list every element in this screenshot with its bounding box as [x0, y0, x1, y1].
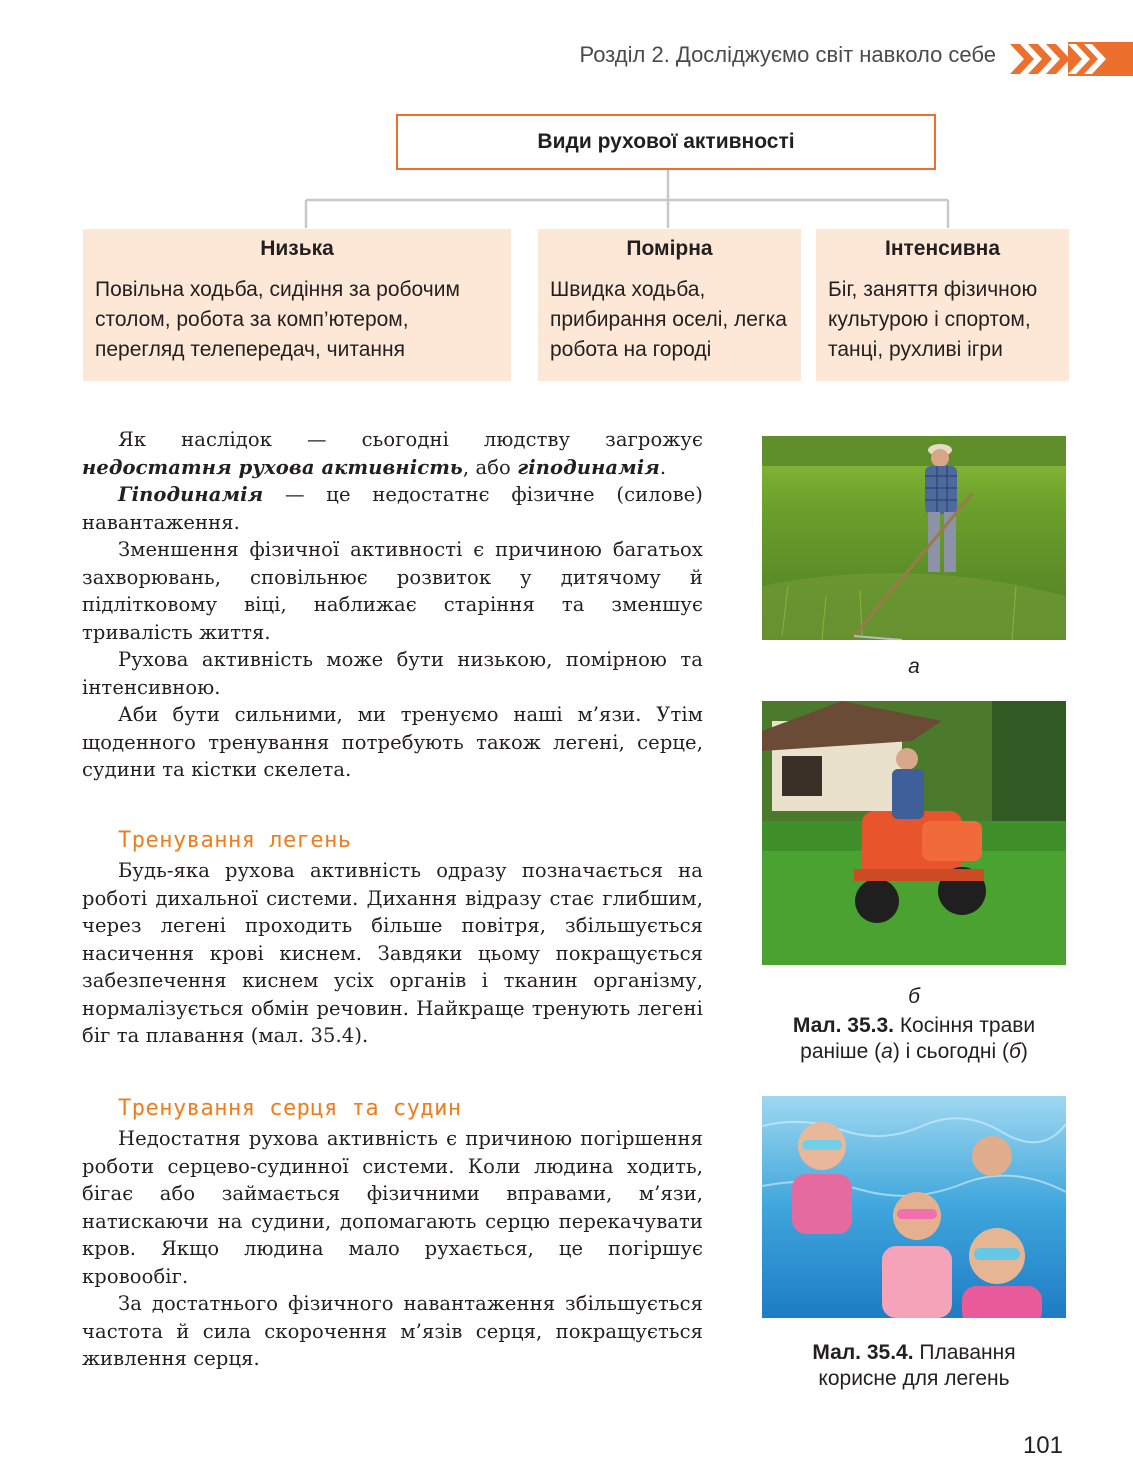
paragraph-heart-load: За достатнього фізичного навантаження збільшується частота й сила скорочення м’язів серця, покращується живлення серця.: [82, 1292, 703, 1370]
heart-section: [82, 1096, 703, 1373]
label-a-text: а: [908, 655, 920, 678]
activity-low-box: [83, 229, 511, 381]
caption-fig-35-4-number: Мал. 35.4.: [812, 1341, 914, 1364]
photo-swimming: [762, 1096, 1066, 1318]
paragraph-training: Аби бути сильними, ми тренуємо наші м’язи. Утім щоденного тренування потребують також легені, серце, судини та кістки скелета.: [82, 703, 703, 781]
label-b-text: б: [908, 985, 920, 1008]
caption-text: б: [1009, 1040, 1021, 1063]
caption-text: Косіння трави: [893, 1014, 1036, 1037]
diagram-connectors: [0, 170, 1133, 230]
paragraph-activity-levels: Рухова активність може бути низькою, помірною та інтенсивною.: [82, 648, 703, 699]
heading-heart: Тренування серця та судин: [118, 1096, 462, 1121]
paragraph-decrease: Зменшення фізичної активності є причиною багатьох захворювань, сповільнює розвиток у дитячому й підлітковому віці, наближає старіння та зменшує тривалість життя.: [82, 538, 703, 644]
text-span: .: [659, 455, 667, 479]
text-span: , або: [462, 455, 518, 479]
diagram-title-box: [396, 114, 936, 170]
caption-text: ): [1020, 1040, 1028, 1063]
term-hypodynamia: гіподинамія: [517, 455, 660, 479]
chevron-arrows-icon: [1010, 42, 1133, 76]
activity-moderate-heading: Помірна: [626, 237, 713, 260]
activity-moderate-description: Швидка ходьба, прибирання оселі, легка робота на городі: [550, 278, 787, 361]
caption-text: корисне для легень: [818, 1367, 1010, 1390]
page-number: 101: [1022, 1432, 1063, 1459]
paragraph-lungs: Будь-яка рухова активність одразу позначається на роботі дихальної системи. Дихання відразу стає глибшим, через легені проходить більше повітря, збільшується насичення крові киснем. Завдяки цьому покращується забезпечення киснем усіх органів і тканин організму, нормалізується обмін речовин. Найкраще тренують легені біг та плавання (мал. 35.4).: [82, 859, 703, 1047]
figure-label-b: [762, 984, 1066, 1010]
paragraph-consequence: [82, 426, 703, 481]
activity-intensive-description: Біг, заняття фізичною культурою і спортом, танці, рухливі ігри: [828, 278, 1038, 361]
caption-fig-35-3: [762, 1013, 1066, 1065]
figure-label-a: [762, 654, 1066, 680]
intro-text: [82, 426, 703, 784]
running-title: Розділ 2. Досліджуємо світ навколо себе: [579, 42, 996, 67]
caption-text: Плавання: [913, 1341, 1016, 1364]
caption-text: ) і сьогодні (: [892, 1040, 1010, 1063]
activity-low-description: Повільна ходьба, сидіння за робочим столом, робота за комп’ютером, перегляд телепередач, читання: [95, 278, 460, 361]
activity-intensive-heading: Інтенсивна: [884, 237, 1001, 260]
photo-riding-mower: [762, 701, 1066, 965]
term-insufficient-activity: недостатня рухова активність: [82, 455, 463, 479]
caption-fig-35-3-number: Мал. 35.3.: [792, 1014, 894, 1037]
caption-fig-35-4: [762, 1340, 1066, 1392]
activity-moderate-box: [538, 229, 801, 381]
text-span: — це недостатнє фізичне (силове) навантаження.: [82, 483, 703, 534]
photo-scything: [762, 436, 1066, 640]
diagram-title: Види рухової активності: [537, 130, 795, 153]
activity-low-heading: Низька: [260, 237, 334, 260]
term-hypodynamia-definition: Гіподинамія: [118, 483, 264, 506]
lungs-section: [82, 828, 703, 1050]
paragraph-heart: Недостатня рухова активність є причиною погіршення роботи серцево-судинної системи. Коли людина ходить, бігає або займається фізичними вправами, м’язи, натискаючи на судини, допомагають серцю перекачувати кров. Якщо людина мало рухається, це погіршує кровообіг.: [82, 1127, 703, 1288]
text-span: Як наслідок — сьогодні людству загрожує: [118, 428, 703, 451]
paragraph-definition: [82, 481, 703, 536]
caption-text: а: [881, 1040, 893, 1063]
heading-lungs: Тренування легень: [118, 828, 352, 853]
caption-text: раніше (: [800, 1040, 882, 1063]
activity-intensive-box: [816, 229, 1069, 381]
